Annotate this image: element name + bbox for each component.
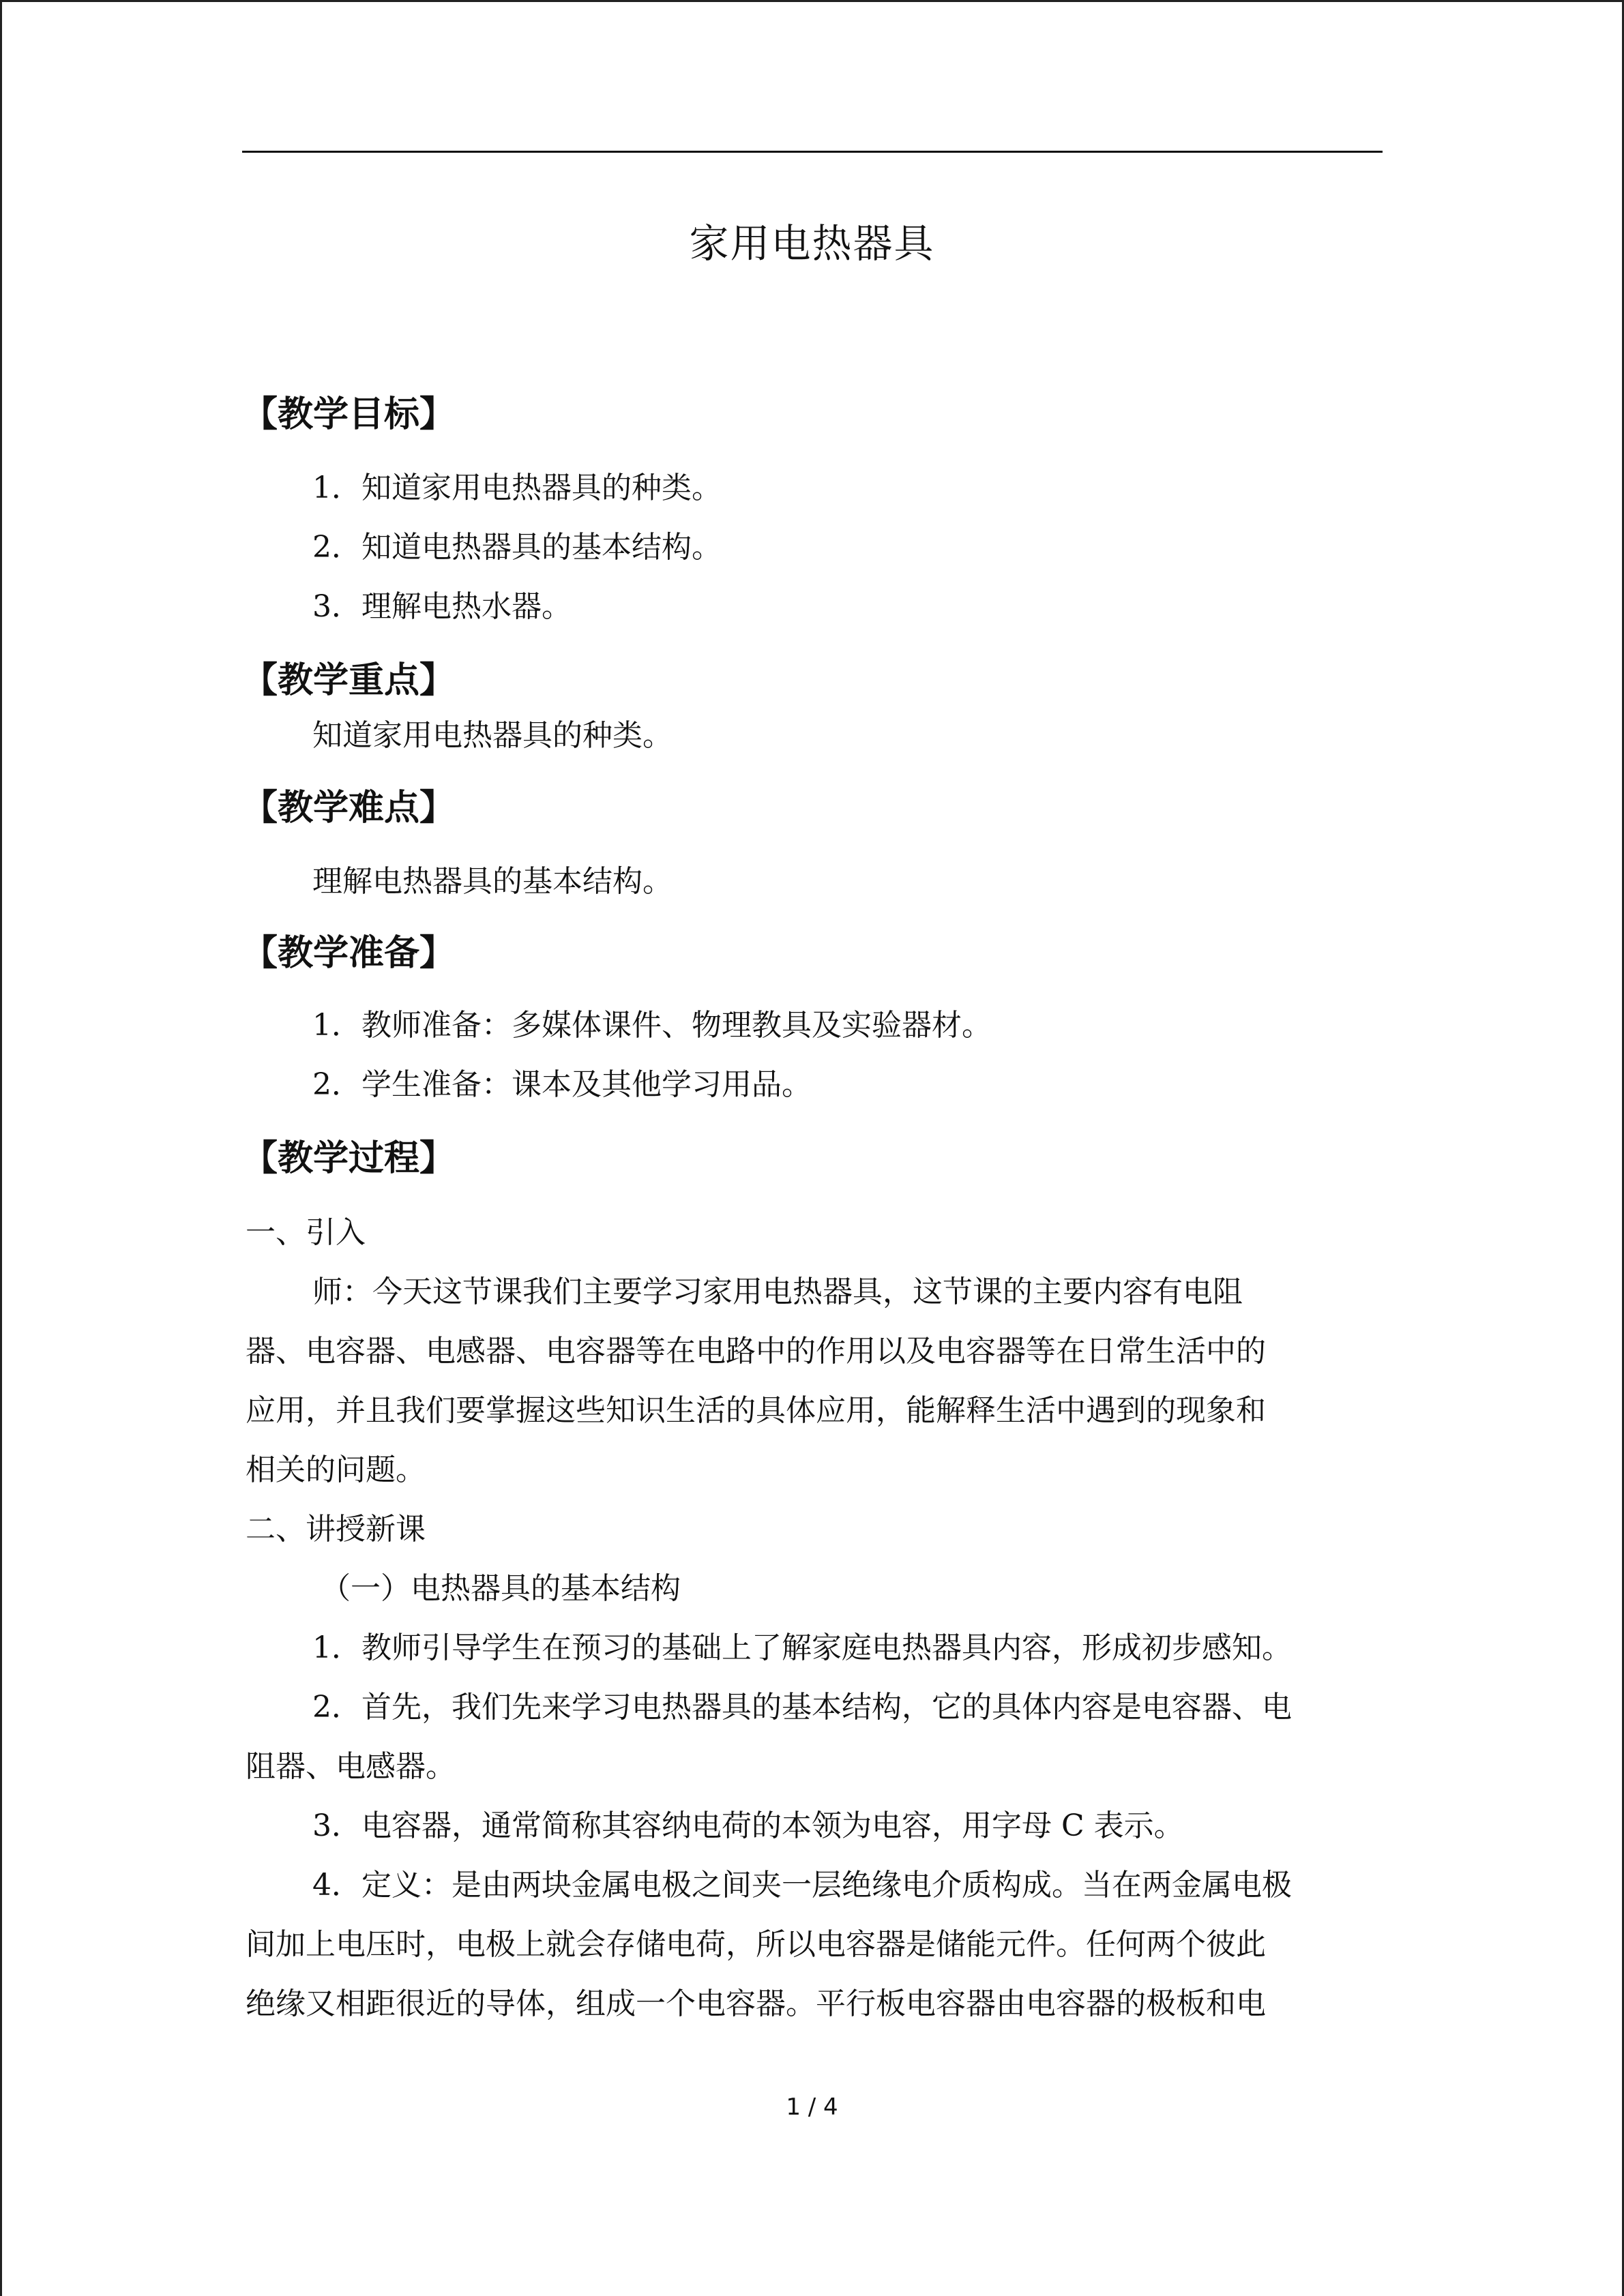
subsection-structure-title: （一）电热器具的基本结构 <box>321 1571 681 1606</box>
lesson-item-4-line-1: 4．定义：是由两块金属电极之间夹一层绝缘电介质构成。当在两金属电极 <box>312 1868 1292 1903</box>
objective-item-1: 1．知道家用电热器具的种类。 <box>312 471 722 505</box>
lesson-item-1: 1．教师引导学生在预习的基础上了解家庭电热器具内容，形成初步感知。 <box>312 1630 1292 1665</box>
intro-line-1: 师：今天这节课我们主要学习家用电热器具，这节课的主要内容有电阻 <box>312 1274 1243 1309</box>
objective-item-3: 3．理解电热水器。 <box>312 589 572 624</box>
document-title: 家用电热器具 <box>689 220 935 267</box>
page-number: 1 / 4 <box>786 2093 838 2121</box>
heading-difficulties: 【教学难点】 <box>242 788 456 829</box>
key-point-text: 知道家用电热器具的种类。 <box>312 718 673 753</box>
intro-line-4: 相关的问题。 <box>246 1452 426 1487</box>
heading-preparation: 【教学准备】 <box>242 933 456 974</box>
heading-key-points: 【教学重点】 <box>242 660 456 701</box>
difficulty-text: 理解电热器具的基本结构。 <box>312 864 673 899</box>
header-rule <box>242 151 1383 153</box>
lesson-item-4-line-2: 间加上电压时，电极上就会存储电荷，所以电容器是储能元件。任何两个彼此 <box>246 1927 1266 1962</box>
intro-line-3: 应用，并且我们要掌握这些知识生活的具体应用，能解释生活中遇到的现象和 <box>246 1393 1266 1428</box>
lesson-item-3: 3．电容器，通常简称其容纳电荷的本领为电容，用字母 C 表示。 <box>312 1808 1184 1843</box>
preparation-item-2: 2．学生准备：课本及其他学习用品。 <box>312 1067 812 1102</box>
section-intro-title: 一、引入 <box>246 1215 366 1250</box>
intro-line-2: 器、电容器、电感器、电容器等在电路中的作用以及电容器等在日常生活中的 <box>246 1334 1266 1369</box>
lesson-item-2-line-2: 阻器、电感器。 <box>246 1749 456 1784</box>
objective-item-2: 2．知道电热器具的基本结构。 <box>312 530 722 565</box>
heading-process: 【教学过程】 <box>242 1138 456 1179</box>
preparation-item-1: 1．教师准备：多媒体课件、物理教具及实验器材。 <box>312 1008 992 1043</box>
lesson-item-2-line-1: 2．首先，我们先来学习电热器具的基本结构，它的具体内容是电容器、电 <box>312 1690 1292 1725</box>
section-new-lesson-title: 二、讲授新课 <box>246 1512 426 1547</box>
heading-objectives: 【教学目标】 <box>242 394 456 435</box>
lesson-item-4-line-3: 绝缘又相距很近的导体，组成一个电容器。平行板电容器由电容器的极板和电 <box>246 1986 1266 2021</box>
